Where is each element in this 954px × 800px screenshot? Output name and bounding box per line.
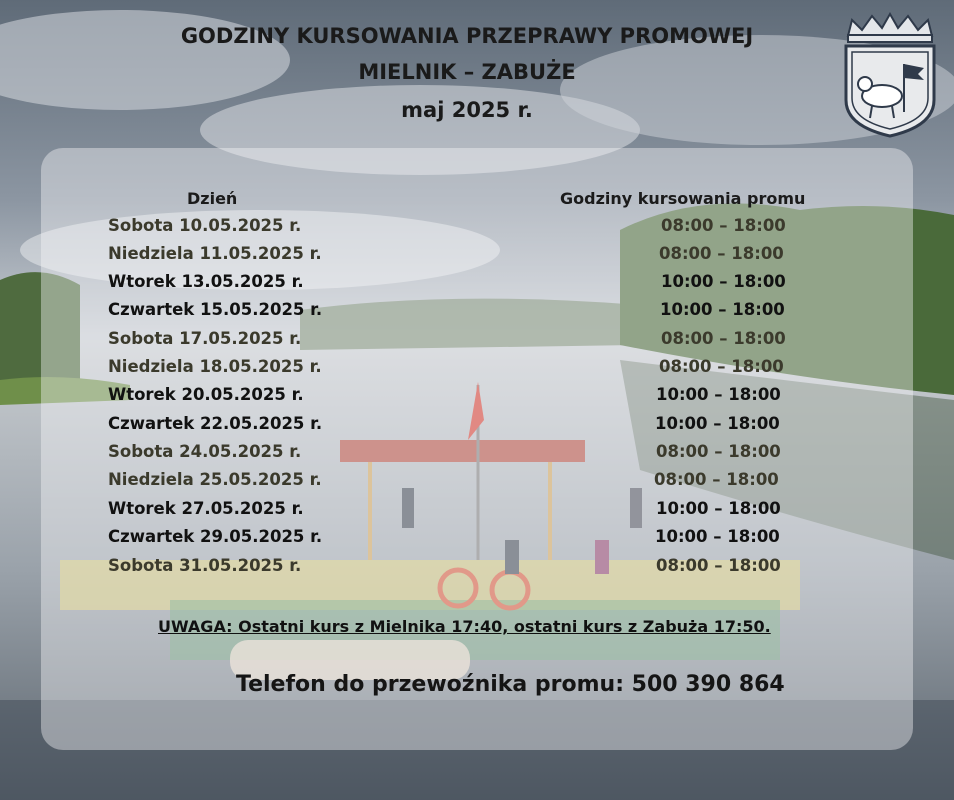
row-hours: 10:00 – 18:00	[655, 414, 780, 433]
month-title: maj 2025 r.	[401, 98, 533, 122]
coat-of-arms-icon	[838, 8, 942, 140]
row-hours: 08:00 – 18:00	[656, 442, 781, 461]
column-header-day: Dzień	[187, 189, 238, 208]
row-hours: 10:00 – 18:00	[660, 300, 785, 319]
row-day: Niedziela 25.05.2025 r.	[108, 470, 322, 489]
row-day: Czwartek 22.05.2025 r.	[108, 414, 323, 433]
page-title: GODZINY KURSOWANIA PRZEPRAWY PROMOWEJ	[180, 24, 754, 48]
row-hours: 08:00 – 18:00	[659, 357, 784, 376]
row-day: Niedziela 18.05.2025 r.	[108, 357, 322, 376]
row-hours: 10:00 – 18:00	[656, 385, 781, 404]
operator-phone: Telefon do przewoźnika promu: 500 390 864	[236, 672, 785, 697]
row-day: Niedziela 11.05.2025 r.	[108, 244, 322, 263]
row-day: Czwartek 29.05.2025 r.	[108, 527, 323, 546]
row-day: Wtorek 20.05.2025 r.	[108, 385, 304, 404]
row-day: Wtorek 13.05.2025 r.	[108, 272, 304, 291]
row-day: Sobota 17.05.2025 r.	[108, 329, 302, 348]
row-hours: 10:00 – 18:00	[661, 272, 786, 291]
column-header-hours: Godziny kursowania promu	[560, 189, 806, 208]
row-hours: 08:00 – 18:00	[661, 329, 786, 348]
row-day: Sobota 10.05.2025 r.	[108, 216, 302, 235]
row-hours: 08:00 – 18:00	[659, 244, 784, 263]
row-day: Wtorek 27.05.2025 r.	[108, 499, 304, 518]
row-hours: 08:00 – 18:00	[654, 470, 779, 489]
row-day: Czwartek 15.05.2025 r.	[108, 300, 323, 319]
row-day: Sobota 24.05.2025 r.	[108, 442, 302, 461]
row-hours: 08:00 – 18:00	[661, 216, 786, 235]
route-title: MIELNIK – ZABUŻE	[358, 60, 576, 84]
row-day: Sobota 31.05.2025 r.	[108, 556, 302, 575]
row-hours: 10:00 – 18:00	[655, 527, 780, 546]
last-ferry-note: UWAGA: Ostatni kurs z Mielnika 17:40, ostatni kurs z Zabuża 17:50.	[158, 617, 771, 636]
row-hours: 08:00 – 18:00	[656, 556, 781, 575]
row-hours: 10:00 – 18:00	[656, 499, 781, 518]
